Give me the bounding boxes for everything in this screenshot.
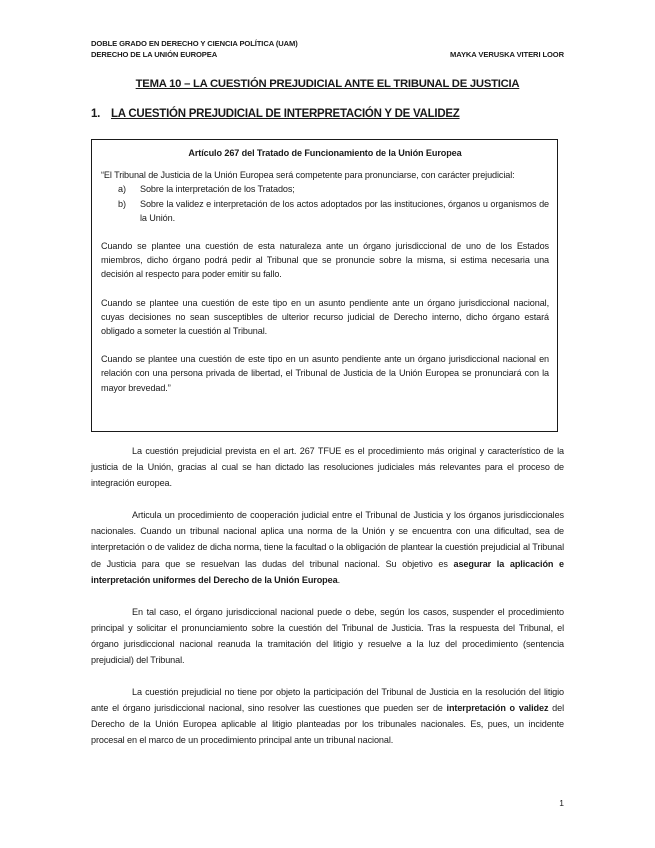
article-paragraph: Cuando se plantee una cuestión de este tipo en un asunto pendiente ante un órgano jurisdiccional nacional en relación con una persona privada de libertad, el Tribunal de Justicia de la Unión Europea se pronunciará con la mayor brevedad.” [101, 354, 549, 393]
list-item [101, 197, 549, 225]
body-emphasis: interpretación o validez [446, 703, 549, 714]
article-paragraph: Cuando se plantee una cuestión de este tipo en un asunto pendiente ante un órgano jurisdiccional nacional, cuyas decisiones no sean susceptibles de ulterior recurso judicial de Derecho interno, dicho órgano estará obligado a someter la cuestión al Tribunal. [101, 297, 549, 337]
list-item [101, 182, 549, 196]
list-item-text: Sobre la validez e interpretación de los actos adoptados por las instituciones, órganos u organismos de la Unión. [140, 198, 549, 223]
section-heading [91, 108, 460, 120]
article-paragraph: Cuando se plantee una cuestión de esta naturaleza ante un órgano jurisdiccional de uno de los Estados miembros, dicho órgano podrá pedir al Tribunal que se pronuncie sobre la misma, si estima necesaria una decisión al respecto para poder emitir su fallo. [101, 241, 549, 280]
list-item-label: a) [118, 184, 126, 195]
header-course: DERECHO DE LA UNIÓN EUROPEA [91, 50, 218, 59]
page-title: TEMA 10 – LA CUESTIÓN PREJUDICIAL ANTE EL TRIBUNAL DE JUSTICIA [135, 78, 520, 90]
article-quote-box [91, 139, 558, 432]
body-text-run: del Derecho de la Unión Europea aplicable al litigio planteadas por los tribunales nacionales. Es, pues, un incidente procesal en el marco de un procedimiento principal ante un tribunal nacional. [91, 703, 564, 746]
body-paragraph: En tal caso, el órgano jurisdiccional nacional puede o debe, según los casos, suspender el procedimiento principal y solicitar el pronunciamiento sobre la cuestión del Tribunal de Justicia. Tras la respuesta del Tribunal, el órgano jurisdiccional nacional reanuda la tramitación del litigio y resuelve a la luz del procedimiento (sentencia prejudicial) del Tribunal. [91, 606, 564, 666]
body-text-run: Articula un procedimiento de cooperación judicial entre el Tribunal de Justicia y los órganos jurisdiccionales nacionales. Cuando un tribunal nacional aplica una norma de la Unión y se encuentra con una dificultad, sea de interpretación o de validez de dicha norma, tiene la facultad o la obligación de plantear la cuestión prejudicial al Tribunal de Justicia para que se resuelvan las dudas del tribunal nacional. Su objetivo es [91, 510, 564, 569]
article-list [101, 182, 549, 225]
list-item-text: Sobre la interpretación de los Tratados; [140, 184, 295, 195]
body-paragraph: La cuestión prejudicial prevista en el art. 267 TFUE es el procedimiento más original y característico de la justicia de la Unión, gracias al cual se han dictado las resoluciones judiciales más relevantes para el proceso de integración europea. [91, 446, 564, 489]
article-intro: “El Tribunal de Justicia de la Unión Europea será competente para pronunciarse, con carácter prejudicial: [101, 170, 515, 181]
section-title: LA CUESTIÓN PREJUDICIAL DE INTERPRETACIÓN Y DE VALIDEZ [111, 108, 460, 120]
body-paragraph [91, 684, 564, 748]
body-text [91, 443, 564, 765]
body-emphasis: asegurar la aplicación e interpretación uniformes del Derecho de la Unión Europea [91, 558, 564, 585]
list-item-label: b) [118, 198, 126, 209]
page-number: 1 [559, 798, 564, 808]
header-degree: DOBLE GRADO EN DERECHO Y CIENCIA POLÍTICA (UAM) [91, 39, 298, 48]
header-author: MAYKA VERUSKA VITERI LOOR [450, 50, 564, 59]
section-number: 1. [91, 108, 101, 120]
body-text-run: La cuestión prejudicial no tiene por objeto la participación del Tribunal de Justicia en la resolución del litigio ante el órgano jurisdiccional nacional, sino resolver las cuestiones que pueden ser de [91, 687, 564, 714]
body-text-run: . [337, 574, 340, 585]
article-box-title: Artículo 267 del Tratado de Funcionamiento de la Unión Europea [188, 148, 462, 158]
running-header-left [91, 38, 298, 60]
body-paragraph [91, 507, 564, 587]
